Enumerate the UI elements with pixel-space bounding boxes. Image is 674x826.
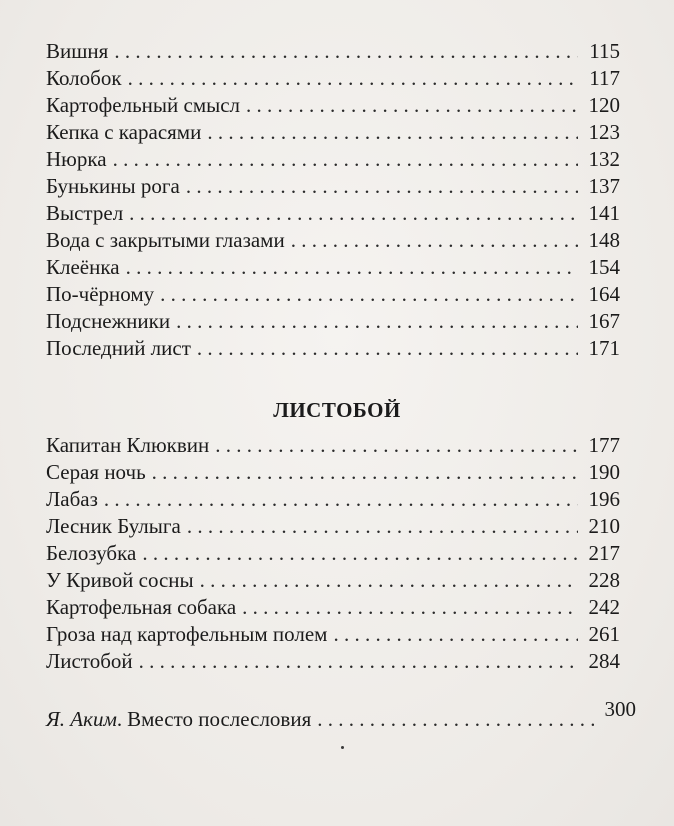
toc-entry-title: Вода с закрытыми глазами (46, 228, 285, 252)
toc-entry-page: 228 (588, 568, 620, 592)
toc-entry (46, 513, 620, 540)
toc-entry-title: Кепка с карасями (46, 120, 202, 144)
toc-entry-page: 261 (588, 622, 620, 646)
dot-leader (126, 254, 578, 281)
toc-entry (46, 594, 620, 621)
toc-entry-title: Лабаз (46, 487, 98, 511)
print-speck (341, 746, 344, 749)
toc-entry-title: Выстрел (46, 201, 124, 225)
toc-entry (46, 173, 620, 200)
dot-leader (104, 486, 578, 513)
toc-entry-page: 115 (589, 39, 620, 63)
afterword-entry (46, 697, 636, 733)
dot-leader (207, 119, 578, 146)
toc-entry-title: Картофельный смысл (46, 93, 241, 117)
toc-entry (46, 621, 620, 648)
dot-leader (139, 648, 578, 675)
toc-entry (46, 335, 620, 362)
afterword-title: Вместо послесловия (127, 707, 312, 731)
toc-entry-page: 196 (588, 487, 620, 511)
dot-leader (128, 65, 578, 92)
toc-entry (46, 567, 620, 594)
toc-entry-page: 117 (589, 66, 620, 90)
toc-entry-title: Клеёнка (46, 255, 120, 279)
toc-entry-title: Лесник Булыга (46, 514, 181, 538)
toc-entry (46, 432, 620, 459)
toc-entry-page: 190 (588, 460, 620, 484)
dot-leader (242, 594, 578, 621)
toc-entry (46, 308, 620, 335)
toc-entry-page: 177 (588, 433, 620, 457)
toc-entry-title: Капитан Клюквин (46, 433, 210, 457)
toc-entry (46, 92, 620, 119)
toc-entry-page: 154 (588, 255, 620, 279)
afterword-page: 300 (604, 697, 636, 721)
toc-entry (46, 540, 620, 567)
toc-entry (46, 38, 620, 65)
toc-entry-page: 164 (588, 282, 620, 306)
toc-entry (46, 459, 620, 486)
toc-entry-title: Белозубка (46, 541, 137, 565)
dot-leader (114, 38, 578, 65)
toc-entry (46, 486, 620, 513)
toc-entry-page: 242 (588, 595, 620, 619)
toc-part-2 (46, 432, 620, 675)
dot-leader (246, 92, 578, 119)
toc-entry (46, 227, 620, 254)
toc-entry-title: Вишня (46, 39, 109, 63)
dot-leader (160, 281, 578, 308)
toc-entry (46, 65, 620, 92)
toc-entry-page: 132 (588, 147, 620, 171)
afterword-author: Я. Аким (46, 707, 117, 731)
toc-entry-page: 120 (588, 93, 620, 117)
toc-entry-title: Картофельная собака (46, 595, 237, 619)
toc-entry-page: 148 (588, 228, 620, 252)
dot-leader (333, 621, 578, 648)
toc-entry-title: Нюрка (46, 147, 107, 171)
dot-leader (317, 706, 594, 733)
toc-entry-title: Колобок (46, 66, 122, 90)
toc-entry-page: 210 (588, 514, 620, 538)
toc-entry (46, 281, 620, 308)
section-heading: ЛИСТОБОЙ (273, 398, 401, 422)
toc-entry-page: 141 (588, 201, 620, 225)
dot-leader (152, 459, 578, 486)
toc-entry-title: Подснежники (46, 309, 171, 333)
dot-leader (129, 200, 578, 227)
dot-leader (291, 227, 578, 254)
toc-entry (46, 648, 620, 675)
dot-leader (176, 308, 578, 335)
toc-entry-title: Гроза над картофельным полем (46, 622, 328, 646)
toc-entry-page: 123 (588, 120, 620, 144)
dot-leader (215, 432, 578, 459)
dot-leader (197, 335, 578, 362)
toc-entry-title: У Кривой сосны (46, 568, 194, 592)
afterword-separator: . (116, 707, 123, 731)
dot-leader (187, 513, 578, 540)
dot-leader (186, 173, 578, 200)
toc-entry-page: 171 (588, 336, 620, 360)
toc-entry (46, 254, 620, 281)
toc-entry-page: 167 (588, 309, 620, 333)
toc-entry (46, 200, 620, 227)
toc-entry-title: Бунькины рога (46, 174, 180, 198)
toc-entry-title: Листобой (46, 649, 133, 673)
dot-leader (113, 146, 578, 173)
dot-leader (142, 540, 578, 567)
toc-entry-title: Серая ночь (46, 460, 146, 484)
toc-entry-page: 217 (588, 541, 620, 565)
dot-leader (200, 567, 578, 594)
toc-entry-page: 284 (588, 649, 620, 673)
toc-part-1 (46, 38, 620, 362)
toc-entry-title: Последний лист (46, 336, 191, 360)
toc-entry (46, 119, 620, 146)
toc-entry-page: 137 (588, 174, 620, 198)
toc-entry-title: По-чёрному (46, 282, 155, 306)
toc-entry (46, 146, 620, 173)
